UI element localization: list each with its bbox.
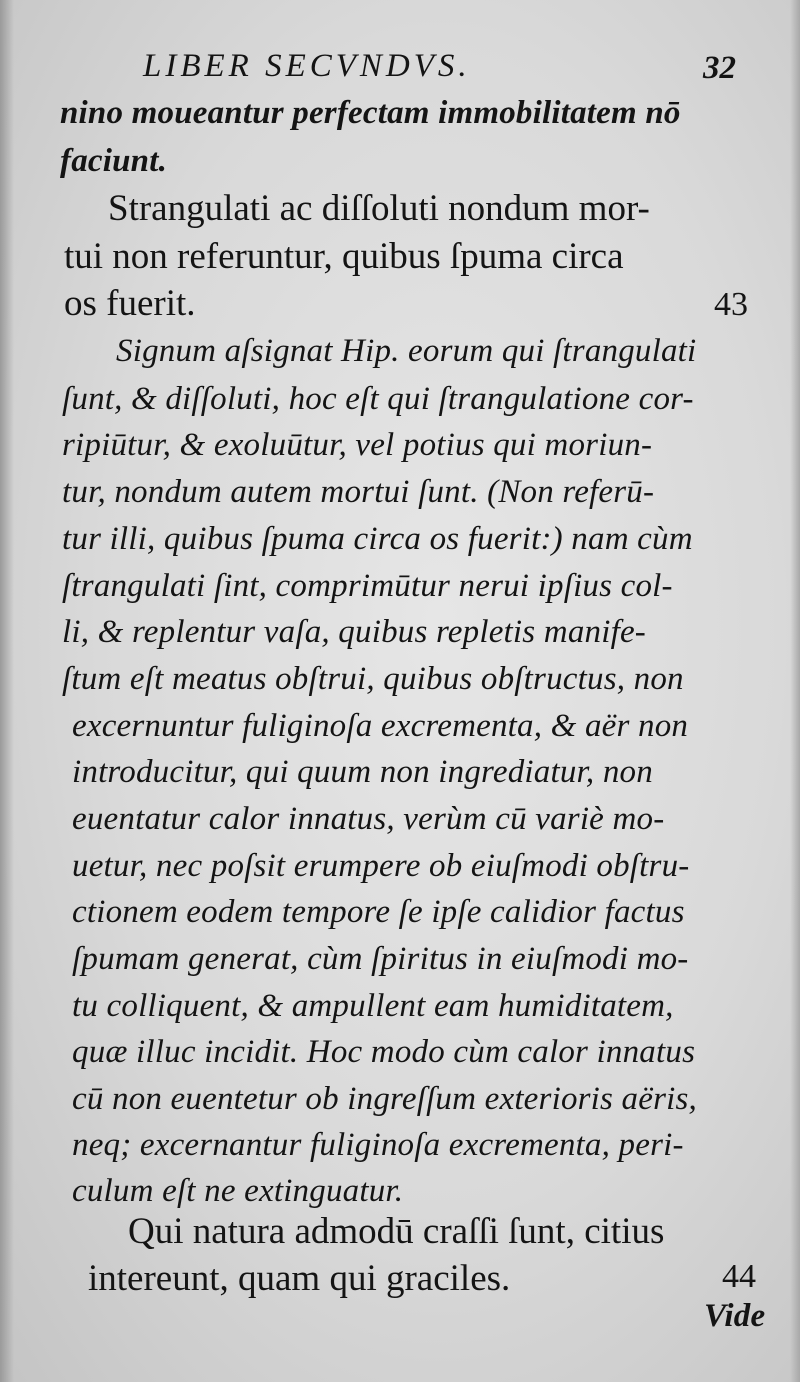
commentary-line-14: ſpumam generat, cùm ſpiritus in eiuſmodi mo- (72, 941, 689, 977)
commentary-line-10: introducitur, qui quum non ingrediatur, non (72, 754, 653, 790)
commentary-line-18: neq; excernantur fuliginoſa excrementa, peri- (72, 1127, 684, 1163)
aphorism-number-43: 43 (714, 286, 748, 323)
commentary-line-11: euentatur calor innatus, verùm cū variè mo- (72, 801, 665, 837)
commentary-line-02: ſunt, & diſſoluti, hoc eſt qui ſtrangulatione cor- (62, 381, 694, 417)
page-edge-shadow-right (790, 0, 800, 1382)
aphorism-43-line-1: Strangulati ac diſſoluti nondum mor- (108, 188, 650, 229)
aphorism-44-line-1: Qui natura admodū craſſi ſunt, citius (128, 1211, 665, 1252)
commentary-line-16: quæ illuc incidit. Hoc modo cùm calor innatus (72, 1034, 696, 1070)
aphorism-number-44: 44 (722, 1258, 756, 1295)
commentary-line-13: ctionem eodem tempore ſe ipſe calidior factus (72, 894, 685, 930)
commentary-line-12: uetur, nec poſsit erumpere ob eiuſmodi obſtru- (72, 848, 690, 884)
aphorism-44-line-2: intereunt, quam qui graciles. (88, 1258, 511, 1299)
commentary-line-01: Signum aſsignat Hip. eorum qui ſtrangulati (116, 333, 697, 369)
catchword: Vide (704, 1298, 766, 1334)
page-edge-shadow-left (0, 0, 14, 1382)
commentary-line-03: ripiūtur, & exoluūtur, vel potius qui moriun- (62, 427, 653, 463)
page-number: 32 (703, 50, 736, 86)
commentary-line-09: excernuntur fuliginoſa excrementa, & aër non (72, 708, 689, 744)
text-line-01: nino moueantur perfectam immobilitatem nō (60, 95, 681, 131)
commentary-line-15: tu colliquent, & ampullent eam humiditatem, (72, 988, 674, 1024)
commentary-line-04: tur, nondum autem mortui ſunt. (Non referū- (62, 474, 655, 510)
commentary-line-05: tur illi, quibus ſpuma circa os fuerit:) nam cùm (62, 521, 693, 557)
aphorism-43-line-3: os fuerit. (64, 283, 196, 324)
text-line-02: faciunt. (60, 143, 168, 179)
commentary-line-19: culum eſt ne extinguatur. (72, 1173, 404, 1209)
commentary-line-17: cū non euentetur ob ingreſſum exterioris aëris, (72, 1081, 697, 1117)
commentary-line-06: ſtrangulati ſint, comprimūtur nerui ipſius col- (62, 568, 673, 604)
commentary-line-07: li, & replentur vaſa, quibus repletis manife- (62, 614, 646, 650)
commentary-line-08: ſtum eſt meatus obſtrui, quibus obſtructus, non (62, 661, 684, 697)
running-title: LIBER SECVNDVS. (143, 48, 471, 84)
aphorism-43-line-2: tui non referuntur, quibus ſpuma circa (64, 236, 624, 277)
